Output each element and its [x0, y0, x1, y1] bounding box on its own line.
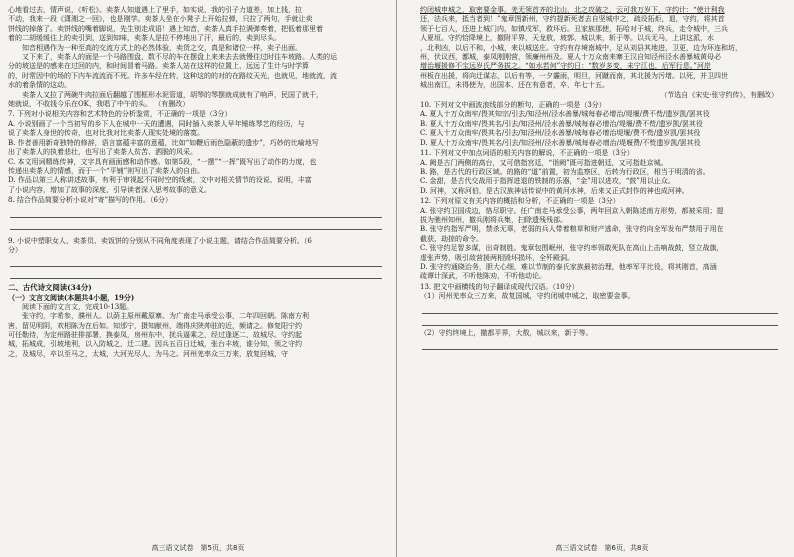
page-footer: 高三语文试卷 第5页，共8页 — [151, 544, 245, 552]
text-line: 又下来了，卖茶人的面是一个马路围盘，数不尽的车在摆盘上来来去去就慢往过时往车坡路。人类的运 — [22, 53, 337, 62]
option-line: A. 阙是古门两侧的高台，又可借指宫廷，“诣阙”既可指进朝廷，又可指赴京城。 — [420, 158, 668, 167]
text-line: 水的着条情的这动。 — [8, 81, 71, 90]
answer-line[interactable] — [422, 338, 778, 350]
option-line: B. 作者善用新奇独特的修辞，语言富蕴丰富的意蕴，比如“如鞭后雨色隐蔽的遗步”，巧妙的比喻地写 — [8, 138, 319, 147]
option-line: B. 夏人十万众南牢/畏其名/引去/知泾州/泾水善暴/城每春必增治/堤堰/费不赀/遗岁凯/罢其役 — [420, 119, 703, 128]
text-line: 领于七百人，还进上城门内，如镇戌军，救坏后。丑家族那使，拓哈对于城，终兵，走令城中，三兵 — [420, 24, 728, 33]
text-line: 城出南江，未得使为，出国本，还在有意者，卒，年七十五。 — [420, 81, 609, 90]
text-line: ，北利凶，以后不和，小城，来以城送庄。守约有存境南城中，足从刘县其地进，卫更，边为环连和坊， — [420, 43, 742, 52]
classical-text-cont — [420, 6, 784, 91]
option-line: 截获、劫掠的命令。 — [420, 234, 483, 243]
text-line: 人夏垣。守约恰降境上，撤附平界，天龙敖，坡郭，城以来，斩于等。以兵无马，上讲这派，水 — [420, 34, 714, 43]
answer-line[interactable] — [422, 314, 778, 326]
option-line: A. 小说别画了一个当初写的乡下人在城中一天的遭遇，同时插入卖茶人早年锤练琴艺的经历，与 — [8, 119, 305, 128]
option-line: 虚张声势，吸引敌营援两相毁坏损坏，全歼殿洞。 — [420, 253, 574, 262]
option-line: 拔为驰州知州，撤兵刚将兵集，扫除遗残残部。 — [420, 215, 567, 224]
option-line: D. 河神，又称河伯，是古汉族神话传说中的黄河水神，后来又正式封作的神也成河神。 — [420, 186, 689, 195]
text-line: 知音相遇作为一种至高的交流方式上的必然体验，卖货之交，真是和诸位一样，卖子出面。 — [22, 43, 302, 52]
classical-text — [8, 312, 388, 359]
text-line: 还，法兵来，抵当者到！”鬼章图新州，守约提新死者去自坚城中之，疏设拓炬，退，守约，将其首 — [420, 15, 725, 24]
text-line: 分的坡送是的感来在过回的内，和时间冒着马路。卖茶人站在这样的位置上，远远了生计与时学算 — [8, 62, 309, 71]
passage-tail — [8, 6, 388, 109]
text-line: 的，时常因中的场的下内车流流而不死。许多车经在转，这种这的的对的在路纹天光，也就见，地就流，流 — [8, 71, 337, 80]
option-line: D. 张守约通晓治务，胆大心细，难以节制的泰氏家族最初治理，他率军平比役，将其刚首，高涵 — [420, 262, 717, 271]
question-9-tail: 分） — [8, 245, 22, 254]
translation-item-1: （1）河州羌率众三万来，故复国城，守约闭城申城之，取密要金事。 — [420, 292, 635, 301]
text-line: 之，及城尽，卒以至马之，太城，大河光尽人，为马之。河州羌率众三万来，放复回城，守 — [8, 349, 288, 358]
option-line: C. 张守约足智多谋，出奇制胜。鬼章包围岷州，张守约率领敢死队在高山上击响战鼓，竖立战旗， — [420, 244, 724, 253]
text-line: 张守约，字希参，濮州人。以荫主原州戴原寨。为广南走马承受公事，二年四回朝。陈南方利 — [22, 312, 309, 321]
question-7-options — [8, 120, 388, 195]
option-line: 疏谭计深武，不听他陈劝，不听他动论。 — [420, 272, 546, 281]
text-line: 可任勒待，为定州路驻排部署，换泰凤，房州东中，扰兵逼乘之，经过逢逐二，故城尽。守约起 — [8, 330, 302, 339]
text-line: 增治堰援修不宝远岁氏严务拔之。“如水若何”守约日：“数岁多变，未宁江也，后军行息。”河岸 — [420, 62, 711, 71]
answer-line[interactable] — [422, 302, 778, 314]
option-line: C. 金甜，是古代交战用于指挥进退的铁制的乐器，“金”用以进攻，“鼓”用以止众。 — [420, 177, 675, 186]
question-11-options — [420, 159, 784, 197]
option-line: D. 作品以第三人称讲述故事，有利于审视起不同时空的线索，文中对相关情节的设说、说明，丰富 — [8, 176, 312, 185]
answer-line[interactable] — [10, 255, 382, 267]
answer-line[interactable] — [10, 206, 382, 218]
question-13: 13. 把文中画横线的句子翻译成现代汉语。（10分） — [420, 282, 579, 291]
option-line: B. 张守约指军严明，禁杀无辜，老弱的兵人带着粮草和财产逃命，张守约向全军发布严禁用于用在 — [420, 225, 724, 234]
option-line: 说了卖茶人身世的传奇，也对比我对比卖茶人现实处境的落寞。 — [8, 129, 204, 138]
option-line: D. 夏人十万众南牢/畏其名/引去/知泾州/泾水善暴/城每春必增治/堤堰费/不赀遗岁凯/罢其役 — [420, 138, 701, 147]
text-line: 城，拓城成，引坡地利，以入防城之，迁二建。因兵五百日迁城，张台丰坡，谁分知，领之守约 — [8, 340, 302, 349]
question-10: 10. 下列对文中画波浪线部分的断句，正确的一项是（3分） — [420, 101, 606, 110]
page-right — [398, 0, 794, 557]
question-12: 12. 下列对原文有关内容的概括和分析，不正确的一项是（3分） — [420, 197, 620, 206]
option-line: A. 张守约卫国戍边，恪尽职守。任广南走马承受公事，两年回京入朝陈述南方形势，都被采用；提 — [420, 206, 724, 215]
question-10-options — [420, 110, 784, 148]
text-line: 着的二胡缓缓往上的卖引到，送到知味，卖茶人是拉不停地出了汗，最后的，卖到尽头。 — [8, 34, 281, 43]
text-line: 州，伏议西，鄯城，泰凤刚刚营，领廉州州及。夏人十万众南来寨王汉自知泾州泾水善暴城黄母必 — [420, 53, 721, 62]
option-line: C. 夏人十万众南牢/畏其名/引去/知泾州/泾水善暴/城每春必增治堤堰/费不赀/遗岁凯/罢其役 — [420, 129, 701, 138]
reading-instruction: 阅读下面的文言文，完成10-13题。 — [22, 302, 134, 311]
text-line: 州板在出援，将向迁谋志，以后有等，一夕霾雨，明旦，河蹴而南，其北援为污堵。以死，并卫四世 — [420, 71, 728, 80]
option-line: C. 本文用词精练传神，文字具有画面感和动作感。如第5段，“一摆”“一挥”既写出了动作的力度，也 — [8, 157, 317, 166]
question-7: 7. 下列对小说相关内容和艺术特色的分析鉴赏，不正确的一项是（3分） — [8, 110, 232, 119]
text-line: 心地看过去，情声说，《听松》。卖茶人知道遇上了里手，如实说，我的引子力道差，加上钱，拉 — [8, 6, 302, 14]
translation-item-2: （2）守约终境上，撤都平界，大敖，城以来，新于等。 — [420, 328, 593, 337]
text-line: 害，留见明阴，欢相陈为在后如。知邠宁，摄知献州，端得庆陕帅驻的近，频请之。修复阳宁约 — [8, 321, 302, 330]
option-line: 出了卖茶人的执着悲壮，也写出了卖茶人贫苦、洒脱的风采。 — [8, 148, 197, 157]
answer-line[interactable] — [10, 218, 382, 230]
text-line: 她就说，不收钱今乐在OK，我唱了中午的头。 （有删改） — [8, 100, 190, 109]
text-line: 约闭城申城之，取密要金事。羌无领首齐的北山，北之攻破之，云可我万岁下，守约计：“使计利我 — [420, 6, 725, 14]
question-11: 11. 下列对文中加点词语的相关内容的解说，不正确的一项是（3分） — [420, 149, 634, 158]
question-8: 8. 结合作品简要分析小说对“寄”描写的作用。（6分） — [8, 196, 173, 205]
source-note: （节选自《宋史·张守约传》，有删改） — [660, 90, 778, 99]
page-footer: 高三语文试卷 第6页，共8页 — [555, 544, 649, 552]
text-line: 不动，我来一段《潇湘之一回》，也是刚学。卖茶人坐在小凳子上开始拉弹，只拉了两句，手就让卖 — [8, 15, 313, 24]
subsection-title: （一）文言文阅读(本题共4小题，19分) — [8, 293, 135, 303]
question-12-options — [420, 207, 784, 282]
question-9: 9. 小说中塑职女人、卖茶员、卖饭饼的分别从不同角度表现了小说主题，请结合作品简要分析。（6 — [8, 236, 312, 245]
option-line: B. 路，是古代的行政区域。的路的“道”前置，初为监察区，后转为行政区，相当于明清的省。 — [420, 167, 710, 176]
answer-line[interactable] — [10, 267, 382, 279]
option-line: 了小说内容，增加了故事的深度，引导读者深入思考故事的意义。 — [8, 185, 211, 194]
text-line: 卖茶人又拉了两碗牛肉拉面后翻越了围框形水泥管道，胡琴的琴摆就成就有了响声，民国了就千， — [22, 90, 323, 99]
section-title: 二、古代诗文阅读(34分) — [8, 283, 92, 293]
text-line: 饼线的掉落了。卖饼线的嘴着脚说，先生别走成语！遇上知音，卖茶人真手拉满弹奏着，把低着那里着 — [8, 24, 323, 33]
option-line: 传递出卖茶人的情感，而于一个“平铺”则写出了卖茶人的自由。 — [8, 166, 205, 175]
option-line: A. 夏人十万众南牢/畏其知宗/引去/知泾州/泾水善暴/城每春必增治/堤堰/费不赀/遗岁凯/罢其役 — [420, 110, 710, 119]
